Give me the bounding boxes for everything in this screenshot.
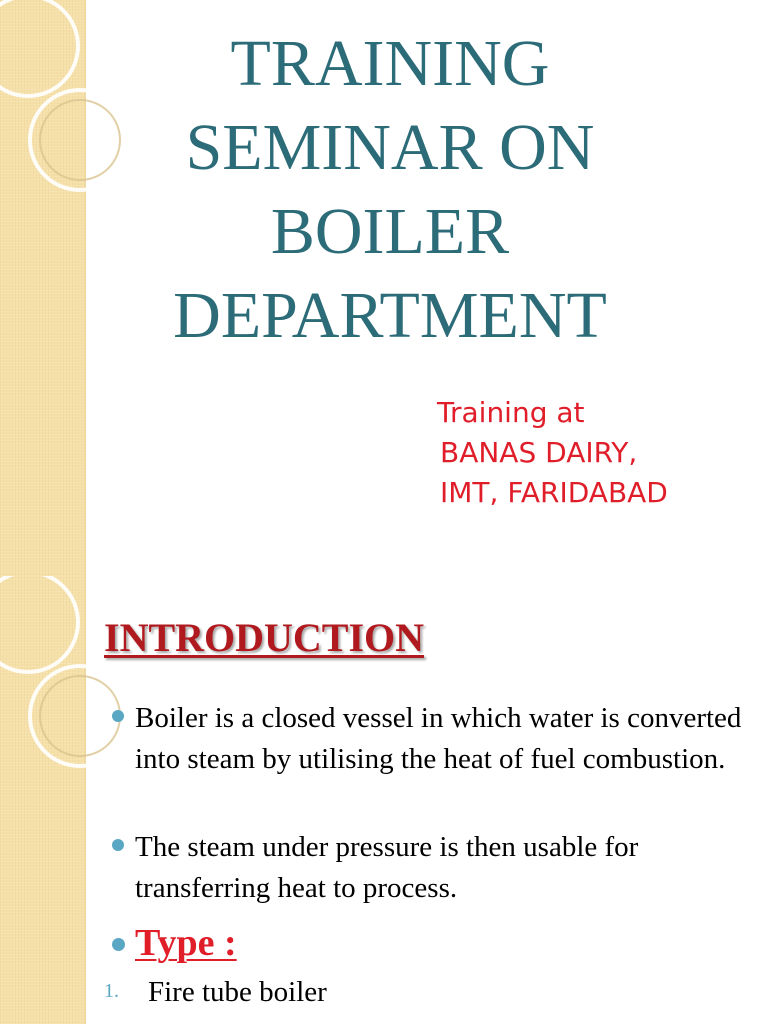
type-label: Type : xyxy=(135,922,237,964)
title-line: TRAINING xyxy=(230,27,550,100)
list-item xyxy=(112,698,752,822)
bullet-icon xyxy=(112,710,124,722)
list-item xyxy=(112,827,752,911)
subtitle-organization: BANAS DAIRY, xyxy=(440,436,638,469)
title-line: SEMINAR ON xyxy=(185,111,595,184)
title-line: BOILER xyxy=(270,195,510,268)
bullet-icon xyxy=(112,839,124,851)
list-text: Fire tube boiler xyxy=(148,976,327,1008)
list-item xyxy=(104,972,604,1012)
page-title xyxy=(100,22,680,358)
list-number: 1. xyxy=(104,980,119,1002)
subtitle-location: IMT, FARIDABAD xyxy=(440,476,668,509)
bullet-icon xyxy=(112,938,125,951)
section-heading: INTRODUCTION xyxy=(104,615,425,660)
bullet-text: The steam under pressure is then usable for transferring heat to process. xyxy=(135,831,639,904)
subtitle-training-at: Training at xyxy=(437,396,585,429)
title-line: DEPARTMENT xyxy=(173,279,607,352)
bullet-text: Boiler is a closed vessel in which water is converted into steam by utilising the heat of fuel combustion. xyxy=(135,702,742,775)
introduction-slide xyxy=(0,576,768,1024)
type-heading xyxy=(112,918,412,968)
